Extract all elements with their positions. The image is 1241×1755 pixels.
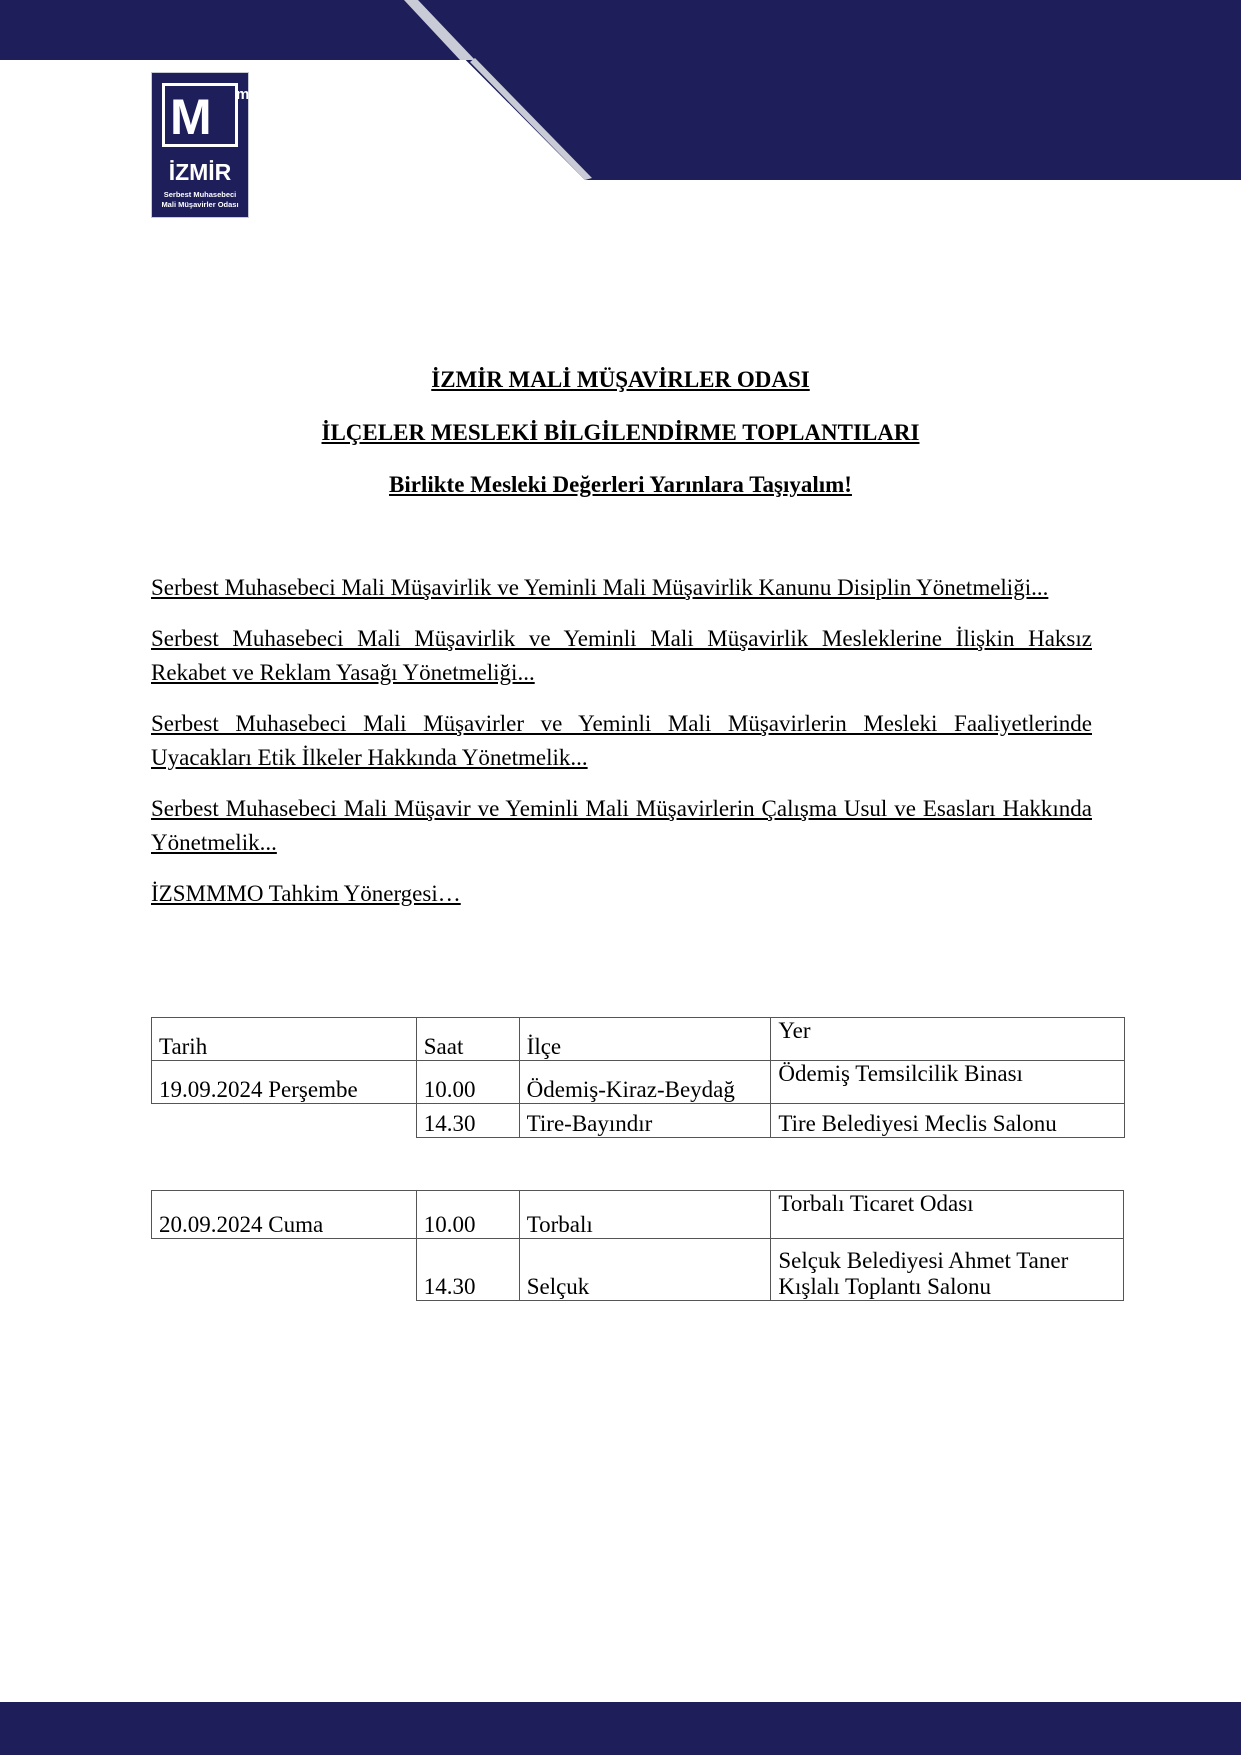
time-cell: 14.30 [416, 1104, 519, 1138]
page-slogan: Birlikte Mesleki Değerleri Yarınlara Taşıyalım! [389, 472, 852, 497]
header-place: Yer [771, 1018, 1125, 1061]
district-cell: Ödemiş-Kiraz-Beydağ [519, 1061, 771, 1104]
header-district: İlçe [519, 1018, 771, 1061]
district-cell: Tire-Bayındır [519, 1104, 771, 1138]
header-date: Tarih [152, 1018, 417, 1061]
link-tahkim-yonergesi[interactable]: İZSMMMO Tahkim Yönergesi… [151, 881, 461, 906]
district-cell: Selçuk [519, 1239, 771, 1301]
logo-city: İZMİR [168, 159, 232, 185]
date-cell: 19.09.2024 Perşembe [152, 1061, 417, 1104]
time-cell: 10.00 [416, 1191, 519, 1239]
link-haksiz-rekabet-yonetmeligi[interactable]: Serbest Muhasebeci Mali Müşavirlik ve Yeminli Mali Müşavirlik Mesleklerine İlişkin Haksız Rekabet ve Reklam Yasağı Yönetmeliği... [151, 626, 1092, 685]
logo-superscript: m [236, 86, 250, 103]
page-subtitle: İLÇELER MESLEKİ BİLGİLENDİRME TOPLANTILARI [321, 420, 920, 445]
logo-letter: M [170, 89, 212, 145]
table-row [152, 1239, 1124, 1301]
table-row [152, 1191, 1124, 1239]
page-title: İZMİR MALİ MÜŞAVİRLER ODASI [431, 367, 810, 392]
table-row [152, 1061, 1125, 1104]
place-cell: Torbalı Ticaret Odası [771, 1191, 1124, 1239]
logo-subtitle-line2: Mali Müşavirler Odası [161, 200, 239, 209]
place-cell: Selçuk Belediyesi Ahmet Taner Kışlalı Toplantı Salonu [771, 1239, 1124, 1301]
schedule-table-day1 [151, 1017, 1125, 1138]
regulation-links [151, 571, 1092, 928]
logo-frame [162, 83, 238, 147]
logo-subtitle-line1: Serbest Muhasebeci [163, 190, 237, 199]
schedule-table-day2 [151, 1190, 1124, 1301]
table-header-row [152, 1018, 1125, 1061]
izmir-smmmo-logo [151, 72, 249, 218]
empty-cell [152, 1104, 417, 1138]
link-etik-ilkeler-yonetmeligi[interactable]: Serbest Muhasebeci Mali Müşavirler ve Yeminli Mali Müşavirlerin Mesleki Faaliyetlerinde Uyacakları Etik İlkeler Hakkında Yönetmelik... [151, 711, 1092, 770]
empty-cell [152, 1239, 417, 1301]
date-cell: 20.09.2024 Cuma [152, 1191, 417, 1239]
table-row [152, 1104, 1125, 1138]
link-calisma-usul-yonetmeligi[interactable]: Serbest Muhasebeci Mali Müşavir ve Yeminli Mali Müşavirlerin Çalışma Usul ve Esasları Hakkında Yönetmelik... [151, 796, 1092, 855]
time-cell: 10.00 [416, 1061, 519, 1104]
district-cell: Torbalı [519, 1191, 771, 1239]
header-time: Saat [416, 1018, 519, 1061]
place-cell: Ödemiş Temsilcilik Binası [771, 1061, 1125, 1104]
footer-band [0, 1702, 1241, 1755]
link-disiplin-yonetmeligi[interactable]: Serbest Muhasebeci Mali Müşavirlik ve Yeminli Mali Müşavirlik Kanunu Disiplin Yönetmeliği... [151, 575, 1049, 600]
time-cell: 14.30 [416, 1239, 519, 1301]
place-cell: Tire Belediyesi Meclis Salonu [771, 1104, 1125, 1138]
